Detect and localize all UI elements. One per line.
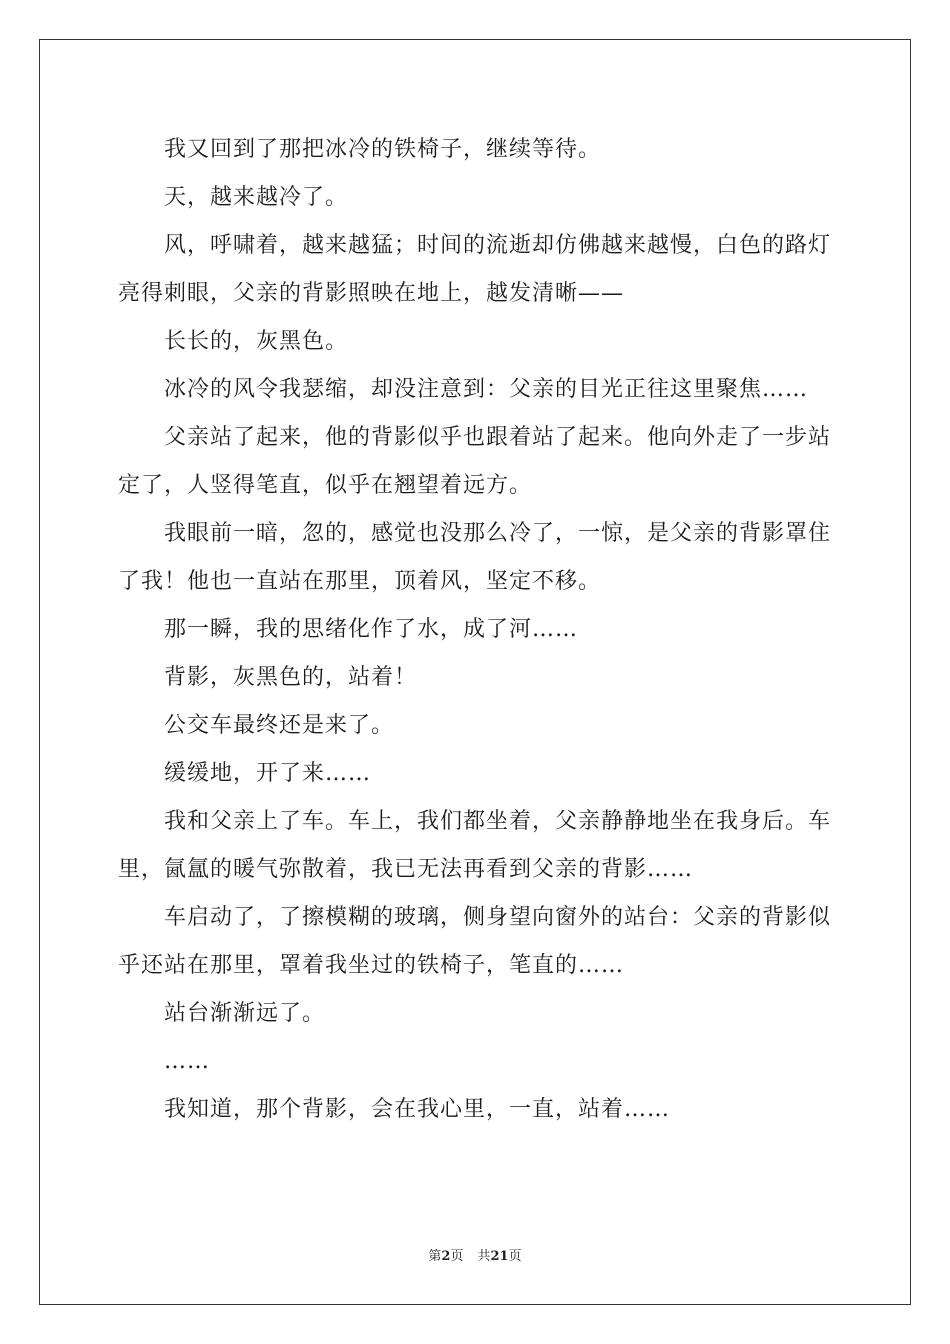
paragraph: 风，呼啸着，越来越猛；时间的流逝却仿佛越来越慢，白色的路灯亮得刺眼，父亲的背影照映在地上，越发清晰—— bbox=[118, 233, 832, 306]
total-prefix: 共 bbox=[477, 1249, 491, 1264]
paragraph: 父亲站了起来，他的背影似乎也跟着站了起来。他向外走了一步站定了，人竖得笔直，似乎在翘望着远方。 bbox=[118, 425, 832, 498]
paragraph: 天，越来越冷了。 bbox=[164, 185, 349, 210]
paragraph: 站台渐渐远了。 bbox=[164, 1001, 326, 1026]
paragraph: 我眼前一暗，忽的，感觉也没那么冷了，一惊，是父亲的背影罩住了我！他也一直站在那里，顶着风，坚定不移。 bbox=[118, 521, 832, 594]
paragraph: 我和父亲上了车。车上，我们都坐着，父亲静静地坐在我身后。车里，氤氲的暖气弥散着，我已无法再看到父亲的背影…… bbox=[118, 809, 832, 882]
paragraph: …… bbox=[164, 1049, 210, 1074]
document-body bbox=[118, 126, 834, 1134]
paragraph: 公交车最终还是来了。 bbox=[164, 713, 395, 738]
page-current: 2 bbox=[441, 1249, 451, 1264]
paragraph: 长长的，灰黑色。 bbox=[164, 329, 349, 354]
paragraph: 冰冷的风令我瑟缩，却没注意到：父亲的目光正往这里聚焦…… bbox=[164, 377, 809, 402]
page-prefix: 第 bbox=[428, 1249, 442, 1264]
total-pages: 21 bbox=[490, 1249, 509, 1264]
page-footer bbox=[0, 1245, 950, 1264]
paragraph: 那一瞬，我的思绪化作了水，成了河…… bbox=[164, 617, 579, 642]
paragraph: 我又回到了那把冰冷的铁椅子，继续等待。 bbox=[164, 137, 602, 162]
paragraph: 我知道，那个背影，会在我心里，一直，站着…… bbox=[164, 1097, 671, 1122]
paragraph: 背影，灰黑色的，站着！ bbox=[164, 665, 418, 690]
paragraph: 车启动了，了擦模糊的玻璃，侧身望向窗外的站台：父亲的背影似乎还站在那里，罩着我坐过的铁椅子，笔直的…… bbox=[118, 905, 832, 978]
page-unit: 页 bbox=[450, 1249, 464, 1264]
total-unit: 页 bbox=[508, 1249, 522, 1264]
paragraph: 缓缓地，开了来…… bbox=[164, 761, 372, 786]
